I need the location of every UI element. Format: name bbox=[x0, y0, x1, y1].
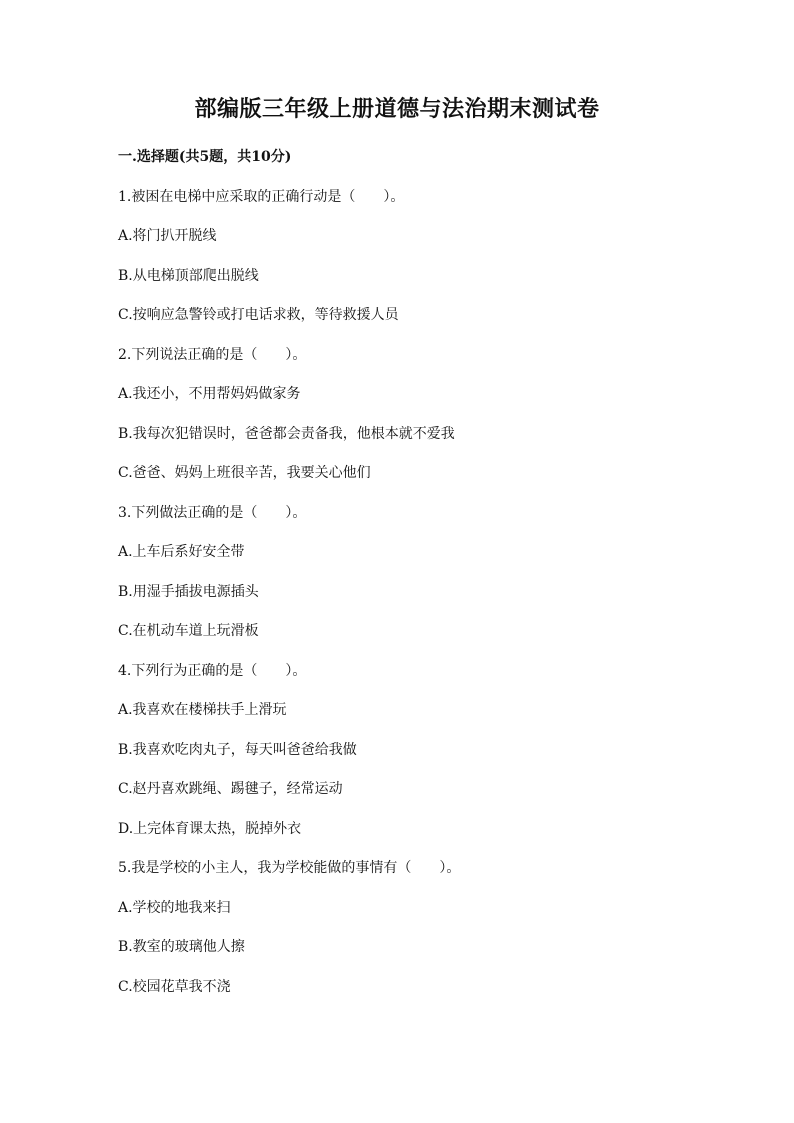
question-stem: 1.被困在电梯中应采取的正确行动是（ ）。 bbox=[118, 188, 405, 205]
question-2 bbox=[118, 343, 738, 501]
option-b: B.教室的玻璃他人擦 bbox=[118, 939, 245, 955]
question-3 bbox=[118, 501, 738, 659]
question-4 bbox=[118, 659, 738, 857]
option-d: D.上完体育课太热，脱掉外衣 bbox=[118, 820, 302, 837]
option-b: B.从电梯顶部爬出脱线 bbox=[118, 267, 259, 284]
option-c: C.校园花草我不浇 bbox=[118, 978, 231, 995]
option-c: C.赵丹喜欢跳绳、踢毽子，经常运动 bbox=[118, 781, 343, 797]
option-b: B.我每次犯错误时，爸爸都会责备我，他根本就不爱我 bbox=[118, 425, 455, 442]
option-a: A.将门扒开脱线 bbox=[118, 228, 217, 244]
option-b: B.我喜欢吃肉丸子，每天叫爸爸给我做 bbox=[118, 741, 357, 758]
question-stem: 5.我是学校的小主人，我为学校能做的事情有（ ）。 bbox=[118, 860, 461, 876]
option-a: A.上车后系好安全带 bbox=[118, 544, 245, 560]
option-a: A.我还小，不用帮妈妈做家务 bbox=[118, 386, 301, 402]
question-stem: 4.下列行为正确的是（ ）。 bbox=[118, 662, 307, 679]
option-b: B.用湿手插拔电源插头 bbox=[118, 583, 259, 600]
question-1 bbox=[118, 185, 738, 343]
exam-content bbox=[118, 145, 738, 1014]
option-c: C.在机动车道上玩滑板 bbox=[118, 623, 259, 639]
option-c: C.爸爸、妈妈上班很辛苦，我要关心他们 bbox=[118, 465, 371, 481]
page-title: 部编版三年级上册道德与法治期末测试卷 bbox=[194, 96, 600, 122]
section-heading: 一.选择题(共5题，共10分) bbox=[118, 149, 292, 165]
question-stem: 3.下列做法正确的是（ ）。 bbox=[118, 504, 307, 521]
question-stem: 2.下列说法正确的是（ ）。 bbox=[118, 346, 307, 363]
option-a: A.学校的地我来扫 bbox=[118, 899, 231, 916]
question-5 bbox=[118, 856, 738, 1014]
option-a: A.我喜欢在楼梯扶手上滑玩 bbox=[118, 702, 287, 718]
option-c: C.按响应急警铃或打电话求救，等待救援人员 bbox=[118, 307, 399, 323]
